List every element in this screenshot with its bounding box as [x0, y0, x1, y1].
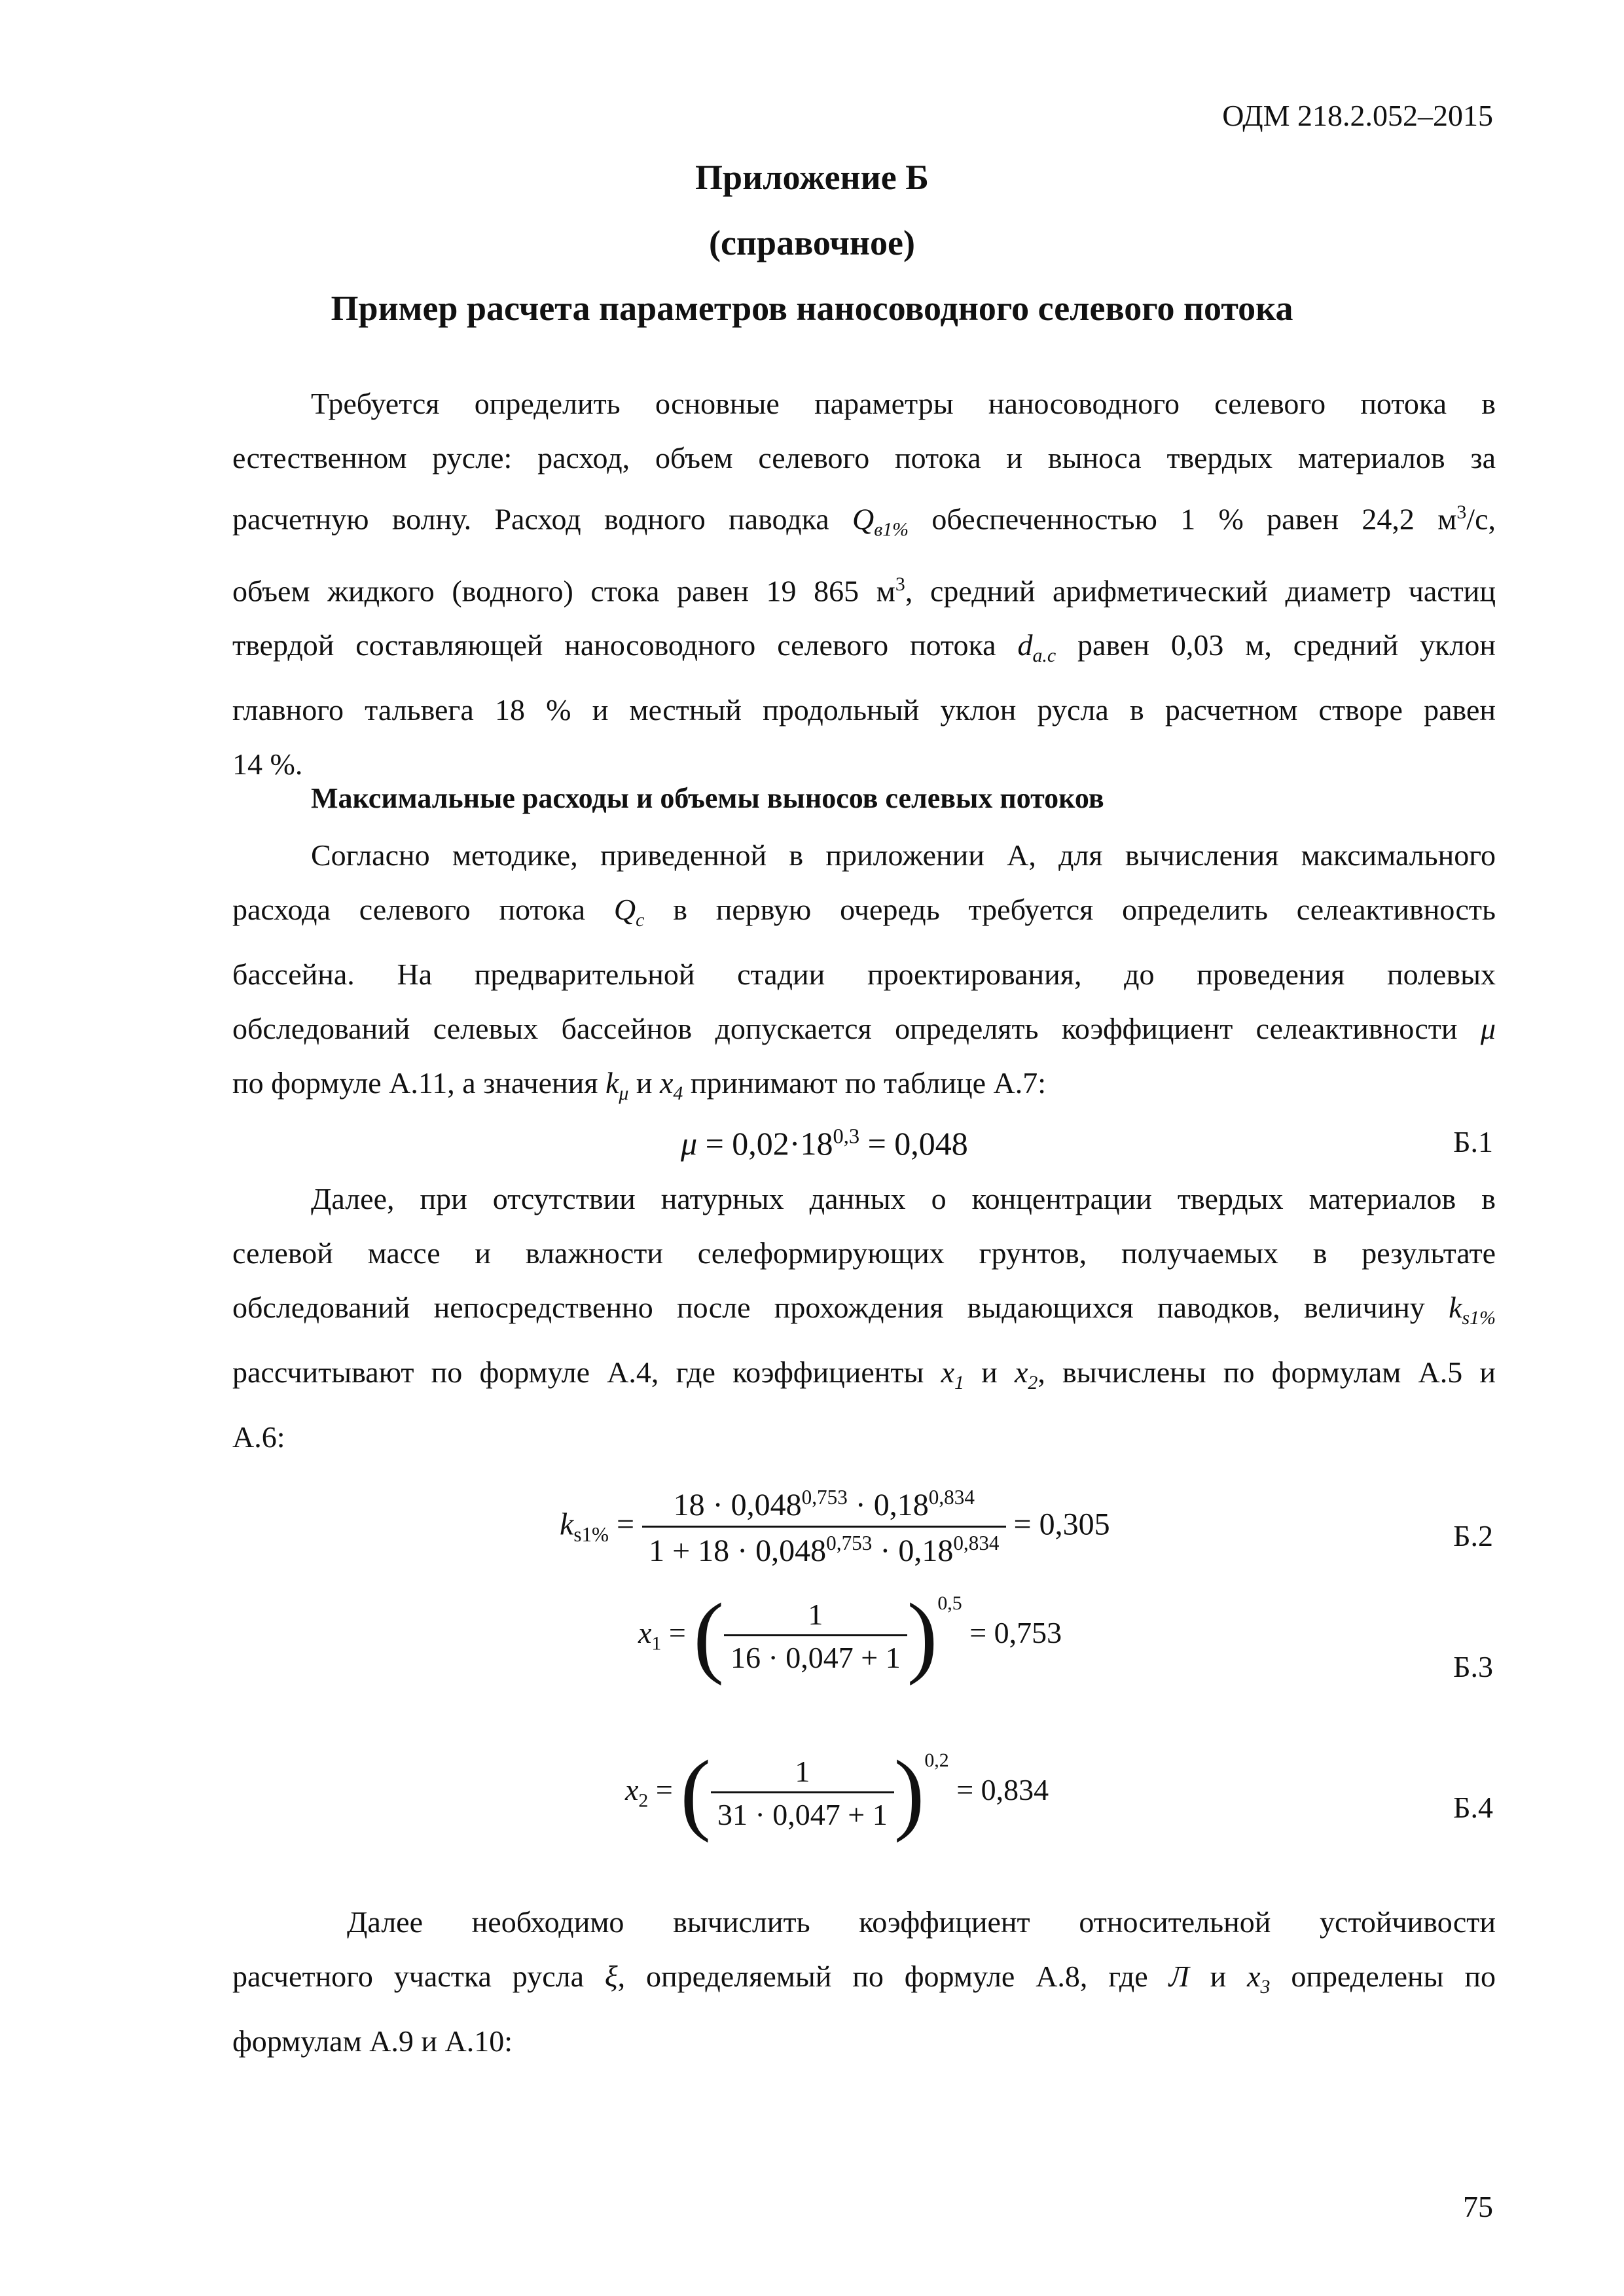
equation-number-b1: Б.1	[1453, 1125, 1493, 1158]
document-code: ОДМ 218.2.052–2015	[1222, 99, 1493, 132]
paragraph-1: Требуется определить основные параметры наносоводного селевого потока в естественном русле: расход, объем селевого потока и выноса твердых материалов за расчетную волну. Расход водного паводка $Q_{в1\%}$ обеспеченностью 1 % равен 24,2 $м^3/с$, объем жидкого (водного) стока равен 19 865 $м^3$, средний арифметический диаметр частиц твердой составляющей наносоводного селевого потока $d_{а.с}$ равен 0,03 м, средний уклон главного тальвега 18 % и местный продольный уклон русла в расчетном створе равен 14 %.	[232, 387, 1496, 781]
equation-number-b2: Б.2	[1453, 1519, 1493, 1552]
equation-b1: $\mu = 0,02\cdot 18^{0,3} = 0,048$	[681, 1124, 968, 1162]
paragraph-2: Согласно методике, приведенной в приложении А, для вычисления максимального расхода селевого потока $Q_c$ в первую очередь требуется определить селеактивность бассейна. На предварительной стадии проектирования, до проведения полевых обследований селевых бассейнов допускается определять коэффициент селеактивности μ по формуле А.11, а значения $k_\mu$ и $x_4$ принимают по таблице А.7:	[232, 838, 1496, 1105]
appendix-title: Приложение Б	[695, 158, 929, 197]
equation-b2: $k_{s1\%}$ = $\frac{18 \cdot 0,048^{0,753} \cdot 0,18^{0,834}}{1 + 18 \cdot 0,048^{0,753} \cdot 0,18^{0,834}}$ = 0,305	[560, 1486, 1110, 1568]
paragraph-3: Далее, при отсутствии натурных данных о концентрации твердых материалов в селевой массе и влажности селеформирующих грунтов, получаемых в результате обследований непосредственно после прохождения выдающихся паводков, величину $k_{s1\%}$ рассчитывают по формуле А.4, где коэффициенты $x_1$ и $x_2$, вычислены по формулам А.5 и А.6:	[232, 1182, 1496, 1454]
equation-number-b3: Б.3	[1453, 1650, 1493, 1683]
page-number: 75	[1463, 2190, 1493, 2223]
appendix-type: (справочное)	[708, 223, 915, 262]
appendix-subtitle: Пример расчета параметров наносоводного селевого потока	[331, 289, 1293, 328]
section-heading: Максимальные расходы и объемы выносов селевых потоков	[311, 782, 1104, 814]
equation-number-b4: Б.4	[1453, 1791, 1493, 1824]
equation-b4: $x_2$ = ( $\frac{1}{31 \cdot 0,047 + 1}$ )$^{0,2}$ = 0,834	[625, 1742, 1049, 1844]
paragraph-4: Далее необходимо вычислить коэффициент относительной устойчивости расчетного участка русла ξ, определяемый по формуле А.8, где Л и $x_3$ определены по формулам А.9 и А.10:	[232, 1905, 1496, 2058]
equation-b3: $x_1$ = ( $\frac{1}{16 \cdot 0,047 + 1}$ )$^{0,5}$ = 0,753	[638, 1585, 1062, 1687]
